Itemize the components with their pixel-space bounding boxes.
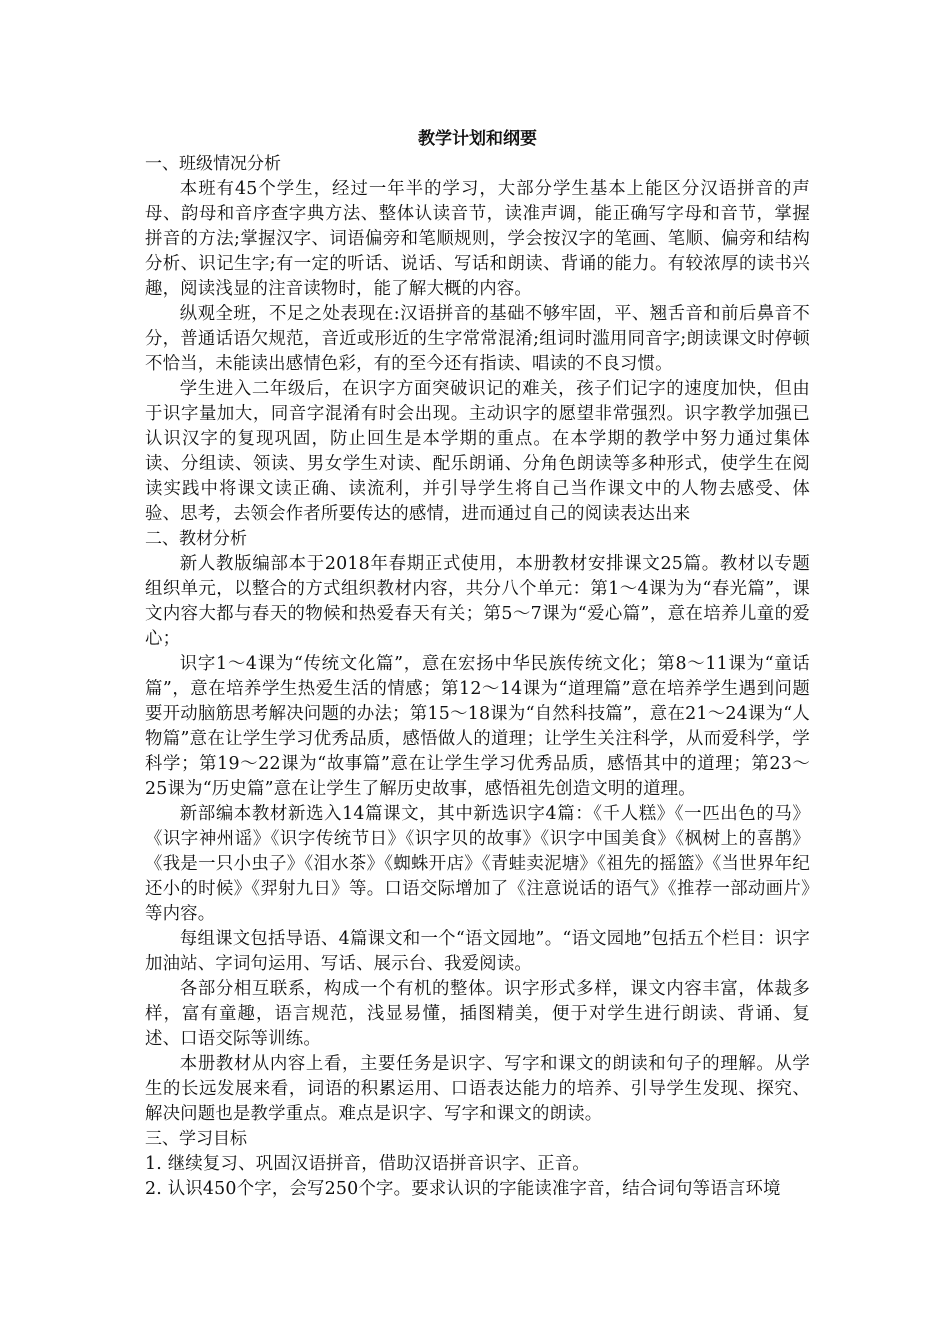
paragraph: 新人教版编部本于2018年春期正式使用，本册教材安排课文25篇。教材以专题组织单元，以整合的方式组织教材内容，共分八个单元：第1～4课为为“春光篇”，课文内容大都与春天的物候和热爱春天有关；第5～7课为“爱心篇”，意在培养儿童的爱心； (145, 554, 810, 649)
document-title: 教学计划和纲要 (418, 129, 537, 149)
paragraph: 本册教材从内容上看，主要任务是识字、写字和课文的朗读和句子的理解。从学生的长远发展来看，词语的积累运用、口语表达能力的培养、引导学生发现、探究、解决问题也是教学重点。难点是识字、写字和课文的朗读。 (145, 1054, 810, 1124)
section-heading-class-analysis: 一、班级情况分析 (145, 154, 281, 174)
paragraph: 新部编本教材新选入14篇课文，其中新选识字4篇：《千人糕》《一匹出色的马》《识字神州谣》《识字传统节日》《识字贝的故事》《识字中国美食》《枫树上的喜鹊》《我是一只小虫子》《泪水茶》《蜘蛛开店》《青蛙卖泥塘》《祖先的摇篮》《当世界年纪还小的时候》《羿射九日》等。口语交际增加了《注意说话的语气》《推荐一部动画片》等内容。 (145, 804, 810, 924)
paragraph: 每组课文包括导语、4篇课文和一个“语文园地”。“语文园地”包括五个栏目：识字加油站、字词句运用、写话、展示台、我爱阅读。 (145, 929, 810, 974)
paragraph: 各部分相互联系，构成一个有机的整体。识字形式多样，课文内容丰富，体裁多样，富有童趣，语言规范，浅显易懂，插图精美，便于对学生进行朗读、背诵、复述、口语交际等训练。 (145, 979, 810, 1049)
list-item: 1. 继续复习、巩固汉语拼音，借助汉语拼音识字、正音。 (145, 1154, 590, 1174)
list-item: 2. 认识450个字，会写250个字。要求认识的字能读准字音，结合词句等语言环境 (145, 1179, 781, 1199)
section-heading-textbook-analysis: 二、教材分析 (145, 529, 247, 549)
paragraph: 纵观全班，不足之处表现在:汉语拼音的基础不够牢固，平、翘舌音和前后鼻音不分，普通话语欠规范，音近或形近的生字常常混淆;组词时滥用同音字;朗读课文时停顿不恰当，未能读出感情色彩，有的至今还有指读、唱读的不良习惯。 (145, 304, 810, 374)
document-page (145, 126, 810, 1202)
paragraph: 识字1～4课为“传统文化篇”，意在宏扬中华民族传统文化；第8～11课为“童话篇”，意在培养学生热爱生活的情感；第12～14课为“道理篇”意在培养学生遇到问题要开动脑筋思考解决问题的办法；第15～18课为“自然科技篇”，意在21～24课为“人物篇”意在让学生学习优秀品质，感悟做人的道理；让学生关注科学，从而爱科学，学科学；第19～22课为“故事篇”意在让学生学习优秀品质，感悟其中的道理；第23～25课为“历史篇”意在让学生了解历史故事，感悟祖先创造文明的道理。 (145, 654, 810, 799)
paragraph: 学生进入二年级后，在识字方面突破识记的难关，孩子们记字的速度加快，但由于识字量加大，同音字混淆有时会出现。主动识字的愿望非常强烈。识字教学加强已认识汉字的复现巩固，防止回生是本学期的重点。在本学期的教学中努力通过集体读、分组读、领读、男女学生对读、配乐朗诵、分角色朗读等多种形式，使学生在阅读实践中将课文读正确、读流利，并引导学生将自己当作课文中的人物去感受、体验、思考，去领会作者所要传达的感情，进而通过自己的阅读表达出来 (145, 379, 810, 524)
section-heading-learning-goals: 三、学习目标 (145, 1129, 247, 1149)
paragraph: 本班有45个学生，经过一年半的学习，大部分学生基本上能区分汉语拼音的声母、韵母和音序查字典方法、整体认读音节，读准声调，能正确写字母和音节，掌握拼音的方法;掌握汉字、词语偏旁和笔顺规则，学会按汉字的笔画、笔顺、偏旁和结构分析、识记生字;有一定的听话、说话、写话和朗读、背诵的能力。有较浓厚的读书兴趣，阅读浅显的注音读物时，能了解大概的内容。 (145, 179, 810, 299)
